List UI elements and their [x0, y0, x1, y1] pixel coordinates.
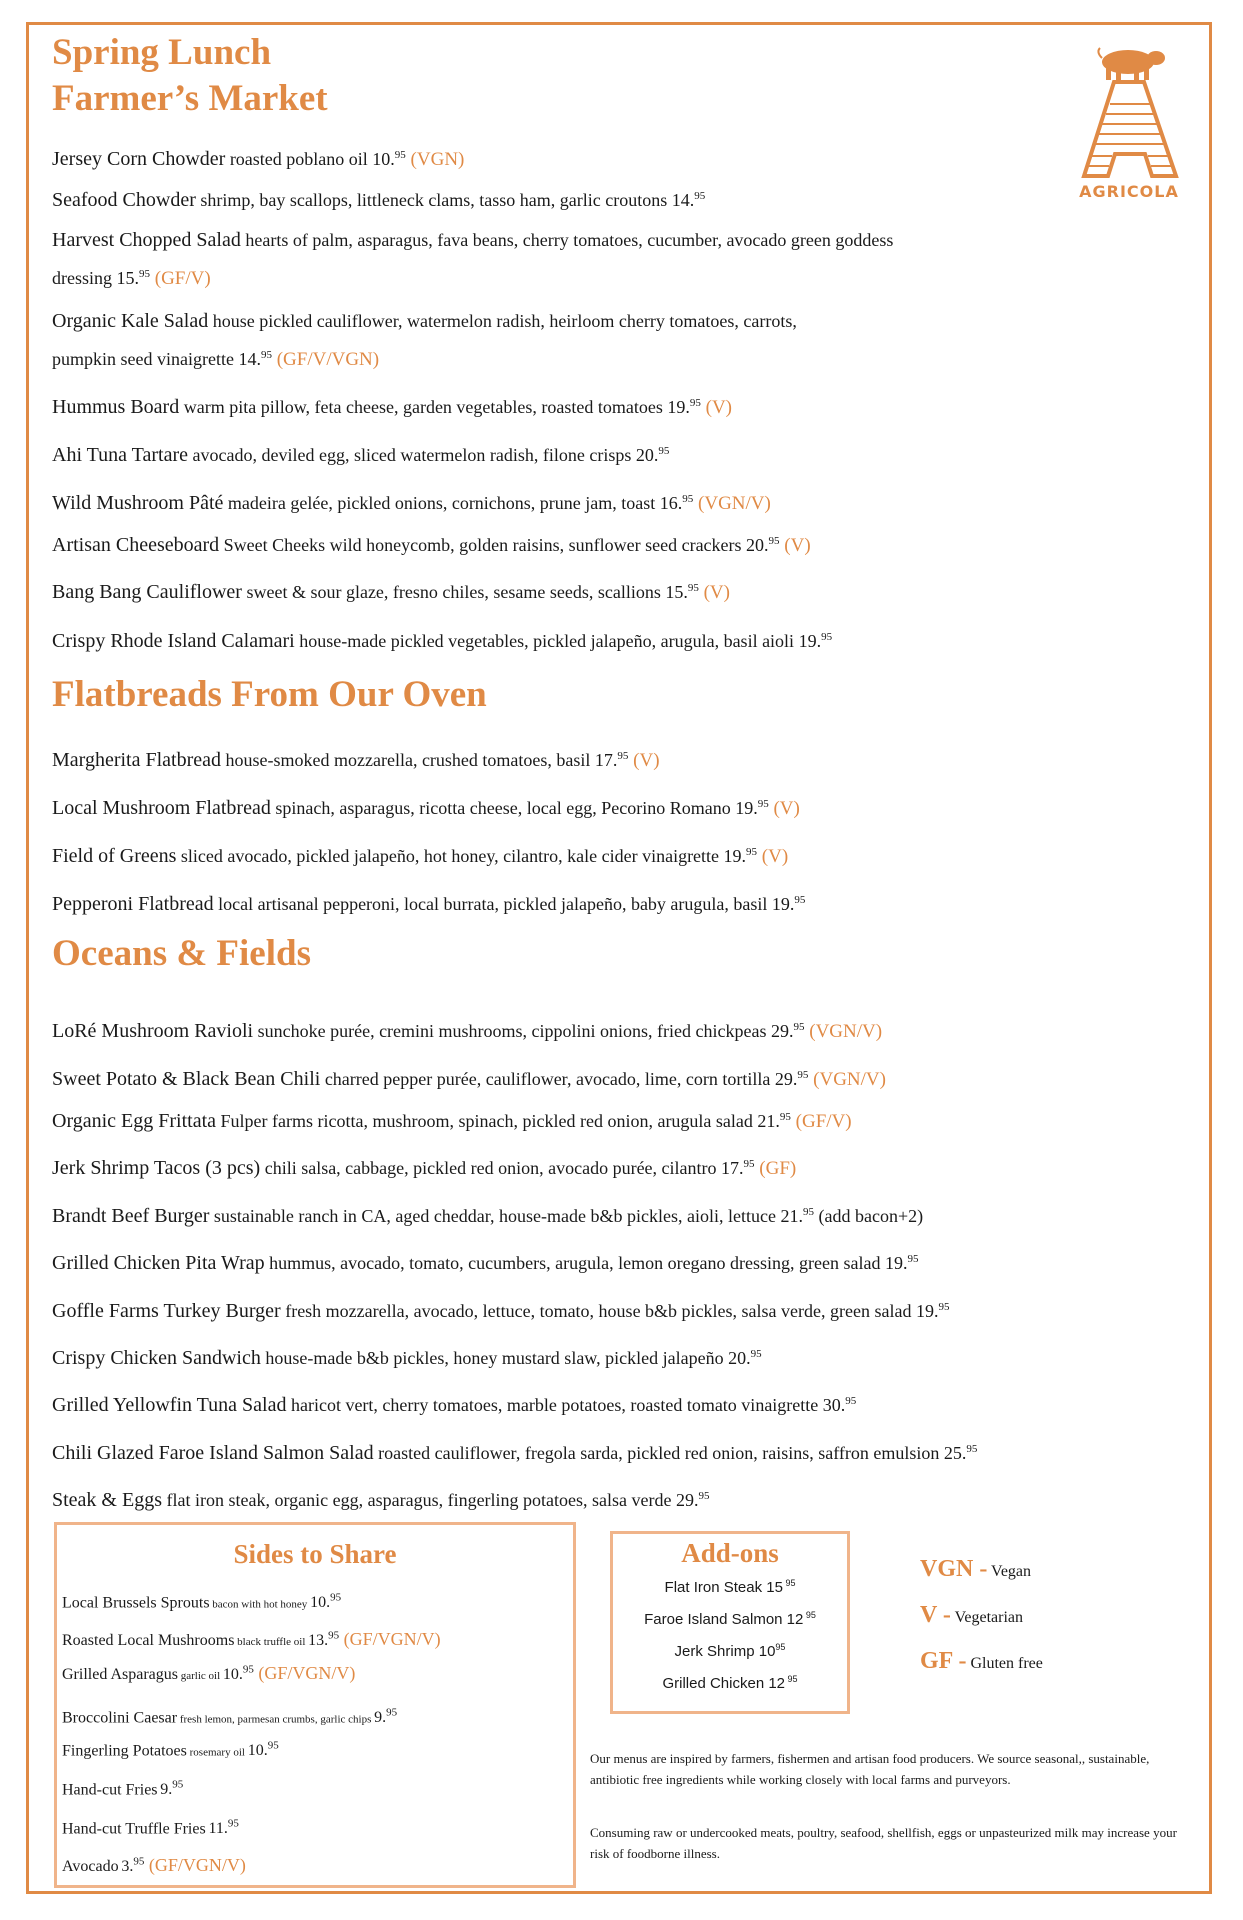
addon-cents: 95 — [775, 1642, 786, 1652]
legend-item — [920, 1602, 1023, 1629]
oceans-item — [52, 1252, 919, 1275]
price-cents: 95 — [394, 149, 406, 161]
side-name: Broccolini Caesar — [62, 1709, 178, 1727]
item-name: Harvest Chopped Salad — [52, 229, 241, 251]
legend-key: V - — [920, 1602, 951, 1628]
item-name: Artisan Cheeseboard — [52, 534, 220, 556]
item-description: haricot vert, cherry tomatoes, marble potatoes, roasted tomato vinaigrette — [286, 1395, 823, 1415]
item-description: sliced avocado, pickled jalapeño, hot honey, cilantro, kale cider vinaigrette — [176, 846, 724, 866]
item-name: Wild Mushroom Pâté — [52, 492, 224, 514]
sides-title: Sides to Share — [233, 1539, 397, 1569]
legend-key: VGN - — [920, 1556, 988, 1582]
side-item — [62, 1592, 341, 1612]
price-cents: 95 — [682, 493, 694, 505]
item-name: Goffle Farms Turkey Burger — [52, 1300, 281, 1322]
allergy-warning: Consuming raw or undercooked meats, poultry, seafood, shellfish, eggs or unpasteurized milk may increase your risk of foodborne illness. — [590, 1825, 1177, 1861]
side-price: 3.95 — [121, 1855, 145, 1875]
side-name: Local Brussels Sprouts — [62, 1594, 210, 1612]
item-name: Sweet Potato & Black Bean Chili — [52, 1068, 321, 1090]
diet-tag: (VGN/V) — [693, 493, 771, 514]
price-cents: 95 — [821, 631, 833, 643]
addon-item — [610, 1610, 850, 1628]
addon-label: Jerk Shrimp 10 — [674, 1643, 776, 1660]
side-item — [62, 1818, 239, 1838]
flatbread-item — [52, 797, 800, 820]
oceans-item — [52, 1394, 856, 1417]
side-item — [62, 1629, 441, 1650]
item-description: flat iron steak, organic egg, asparagus, fingerling potatoes, salsa verde — [162, 1490, 677, 1510]
item-price: 19.95 — [735, 798, 769, 818]
diet-tag: (GF/V) — [150, 268, 211, 289]
item-description: roasted poblano oil — [225, 149, 373, 169]
item-price: 29.95 — [771, 1021, 805, 1041]
price-cents: 95 — [966, 1443, 978, 1455]
diet-tag: (V) — [698, 582, 730, 603]
item-description: spinach, asparagus, ricotta cheese, local egg, Pecorino Romano — [270, 798, 736, 818]
item-price: 10.95 — [372, 149, 406, 169]
item-description: hearts of palm, asparagus, fava beans, cherry tomatoes, cucumber, avocado green goddess — [240, 230, 894, 250]
item-description: house pickled cauliflower, watermelon radish, heirloom cherry tomatoes, carrots, — [208, 311, 797, 331]
oceans-item — [52, 1489, 710, 1512]
diet-tag: (VGN) — [405, 149, 465, 170]
side-name: Hand-cut Fries — [62, 1781, 158, 1799]
item-description: pumpkin seed vinaigrette — [52, 349, 239, 369]
item-price: 29.95 — [774, 1069, 809, 1089]
price-cents: 95 — [793, 1021, 805, 1033]
item-price: 21.95 — [757, 1111, 791, 1131]
pig-a-logo-icon — [1072, 44, 1186, 204]
item-price: 25.95 — [943, 1443, 978, 1463]
addon-cents: 95 — [782, 1578, 796, 1588]
item-price: 19.95 — [771, 894, 806, 914]
item-name: Grilled Yellowfin Tuna Salad — [52, 1394, 287, 1416]
side-description: bacon with hot honey — [209, 1598, 311, 1611]
item-price: 17.95 — [594, 750, 629, 770]
addon-label: Grilled Chicken 12 — [662, 1675, 786, 1692]
side-price: 9.95 — [374, 1707, 398, 1727]
side-item — [62, 1740, 279, 1760]
market-item — [52, 268, 211, 290]
addon-item — [610, 1674, 850, 1692]
price-cents: 95 — [139, 268, 150, 280]
item-price: 15.95 — [665, 582, 699, 602]
market-item — [52, 492, 771, 515]
item-description: sweet & sour glaze, fresno chiles, sesame seeds, scallions — [241, 582, 666, 602]
item-description: house-made pickled vegetables, pickled jalapeño, arugula, basil aioli — [294, 631, 799, 651]
item-price: 17.95 — [721, 1158, 755, 1178]
item-description: sunchoke purée, cremini mushrooms, cippolini onions, fried chickpeas — [253, 1021, 771, 1041]
diet-tag: (GF/V) — [790, 1111, 852, 1132]
price-cents: 95 — [743, 1158, 755, 1170]
price-cents: 95 — [750, 1348, 762, 1360]
item-description: Fulper farms ricotta, mushroom, spinach, pickled red onion, arugula salad — [216, 1111, 758, 1131]
item-name: Grilled Chicken Pita Wrap — [52, 1252, 265, 1274]
item-price: 21.95 — [780, 1206, 814, 1226]
diet-tag: (V) — [768, 798, 800, 819]
price-cents: 95 — [689, 397, 701, 409]
diet-tag: (GF) — [754, 1158, 797, 1179]
side-price: 10.95 — [247, 1740, 279, 1760]
addon-cents: 95 — [785, 1674, 798, 1684]
diet-tag: (VGN/V) — [808, 1069, 886, 1090]
oceans-item — [52, 1442, 977, 1465]
side-name: Avocado — [62, 1858, 119, 1875]
legend-value: Vegan — [987, 1563, 1032, 1580]
item-name: Seafood Chowder — [52, 189, 196, 211]
item-price: 29.95 — [676, 1490, 710, 1510]
item-name: Jersey Corn Chowder — [52, 148, 226, 170]
price-cents: 95 — [746, 846, 758, 858]
price-cents: 95 — [797, 1069, 809, 1081]
item-price: 20.95 — [728, 1348, 762, 1368]
item-description: avocado, deviled egg, sliced watermelon radish, filone crisps — [188, 445, 636, 465]
side-price: 10.95 — [310, 1592, 342, 1612]
diet-tag: (GF/VGN/V) — [339, 1629, 441, 1649]
item-name: Hummus Board — [52, 396, 180, 418]
market-item — [52, 444, 669, 467]
oceans-item — [52, 1110, 852, 1133]
price-cents: 95 — [172, 1779, 184, 1791]
legend-item — [920, 1556, 1031, 1583]
item-price: 19.95 — [667, 397, 701, 417]
item-price: 16.95 — [659, 493, 694, 513]
item-description: madeira gelée, pickled onions, cornichons, prune jam, toast — [223, 493, 660, 513]
market-item — [52, 534, 811, 557]
price-cents: 95 — [328, 1629, 340, 1642]
item-description: chili salsa, cabbage, pickled red onion, avocado purée, cilantro — [260, 1158, 722, 1178]
item-description: charred pepper purée, cauliflower, avocado, lime, corn tortilla — [320, 1069, 775, 1089]
diet-tag: (GF/VGN/V) — [253, 1663, 356, 1683]
logo-wordmark: AGRICOLA — [1079, 182, 1179, 201]
item-description: dressing — [52, 268, 117, 288]
item-name: Crispy Rhode Island Calamari — [52, 630, 295, 652]
side-name: Fingerling Potatoes — [62, 1742, 187, 1760]
item-description: fresh mozzarella, avocado, lettuce, tomato, house b&b pickles, salsa verde, green salad — [280, 1301, 916, 1321]
addon-item — [610, 1578, 850, 1596]
item-name: Margherita Flatbread — [52, 749, 222, 771]
side-price: 9.95 — [160, 1779, 184, 1799]
item-name: Pepperoni Flatbread — [52, 893, 214, 915]
oceans-item — [52, 1300, 949, 1323]
item-price: 15.95 — [116, 268, 150, 288]
price-cents: 95 — [242, 1663, 254, 1676]
side-item — [62, 1663, 355, 1684]
oceans-item — [52, 1205, 923, 1228]
price-cents: 95 — [658, 445, 670, 457]
addon-label: Faroe Island Salmon 12 — [644, 1611, 804, 1628]
price-cents: 95 — [907, 1253, 919, 1265]
item-price: 19.95 — [723, 846, 758, 866]
market-item — [52, 148, 464, 171]
oceans-heading: Oceans & Fields — [52, 933, 311, 974]
price-cents: 95 — [260, 349, 272, 361]
diet-tag: (V) — [779, 535, 811, 556]
item-name: Brandt Beef Burger — [52, 1205, 210, 1227]
item-price: 30.95 — [822, 1395, 857, 1415]
price-cents: 95 — [617, 750, 629, 762]
oceans-item — [52, 1157, 796, 1180]
oceans-item — [52, 1347, 762, 1370]
side-price: 13.95 — [308, 1629, 340, 1649]
legend-key: GF - — [920, 1648, 967, 1674]
oceans-item — [52, 1068, 886, 1091]
legend-value: Vegetarian — [950, 1609, 1024, 1626]
market-item — [52, 396, 732, 419]
price-cents: 95 — [330, 1592, 342, 1604]
item-name: Organic Egg Frittata — [52, 1110, 217, 1132]
item-description: roasted cauliflower, fregola sarda, pickled red onion, raisins, saffron emulsion — [373, 1443, 944, 1463]
flatbread-item — [52, 893, 805, 916]
item-description: hummus, avocado, tomato, cucumbers, arugula, lemon oregano dressing, green salad — [264, 1253, 885, 1273]
side-item — [62, 1855, 246, 1876]
item-name: LoRé Mushroom Ravioli — [52, 1020, 254, 1042]
side-name: Grilled Asparagus — [62, 1666, 178, 1683]
market-item — [52, 630, 832, 653]
item-description: shrimp, bay scallops, littleneck clams, tasso ham, garlic croutons — [195, 190, 672, 210]
item-description: house-smoked mozzarella, crushed tomatoes, basil — [221, 750, 595, 770]
side-item — [62, 1779, 183, 1799]
market-item — [52, 310, 797, 333]
item-description: sustainable ranch in CA, aged cheddar, house-made b&b pickles, aioli, lettuce — [209, 1206, 781, 1226]
diet-tag: (VGN/V) — [804, 1021, 883, 1042]
side-name: Hand-cut Truffle Fries — [62, 1820, 206, 1838]
market-item — [52, 349, 379, 371]
price-cents: 95 — [757, 798, 769, 810]
diet-tag: (GF/V/VGN) — [271, 349, 380, 370]
side-name: Roasted Local Mushrooms — [62, 1632, 235, 1649]
price-cents: 95 — [779, 1111, 791, 1123]
item-name: Bang Bang Cauliflower — [52, 581, 242, 603]
item-description: Sweet Cheeks wild honeycomb, golden raisins, sunflower seed crackers — [219, 535, 747, 555]
side-item — [62, 1707, 397, 1727]
side-description: fresh lemon, parmesan crumbs, garlic chips — [177, 1713, 375, 1726]
item-price: 14.95 — [238, 349, 272, 369]
item-name: Ahi Tuna Tartare — [52, 444, 188, 466]
flatbread-item — [52, 749, 660, 772]
item-name: Organic Kale Salad — [52, 310, 209, 332]
market-item — [52, 581, 730, 604]
price-cents: 95 — [133, 1855, 145, 1868]
side-description: black truffle oil — [234, 1636, 309, 1648]
price-cents: 95 — [768, 535, 780, 547]
item-price: 20.95 — [635, 445, 670, 465]
item-price: 19.95 — [798, 631, 833, 651]
item-description: warm pita pillow, feta cheese, garden vegetables, roasted tomatoes — [179, 397, 668, 417]
market-item — [52, 189, 705, 212]
diet-tag: (V) — [628, 750, 660, 771]
side-price: 11.95 — [208, 1818, 239, 1838]
item-name: Steak & Eggs — [52, 1489, 162, 1511]
item-price: 14.95 — [671, 190, 706, 210]
side-description: garlic oil — [177, 1670, 223, 1682]
price-cents: 95 — [938, 1301, 950, 1313]
item-description: house-made b&b pickles, honey mustard slaw, pickled jalapeño — [260, 1348, 729, 1368]
legend-value: Gluten free — [966, 1655, 1043, 1672]
addon-label: Flat Iron Steak 15 — [664, 1579, 783, 1596]
agricola-logo — [1072, 44, 1186, 204]
price-cents: 95 — [794, 894, 806, 906]
item-name: Field of Greens — [52, 845, 177, 867]
price-cents: 95 — [687, 582, 699, 594]
addon-cents: 95 — [803, 1610, 816, 1620]
price-cents: 95 — [845, 1395, 857, 1407]
diet-tag: (V) — [700, 397, 733, 418]
sourcing-note: Our menus are inspired by farmers, fishermen and artisan food producers. We source seasonal,, sustainable, antibiotic free ingredients while working closely with local farms and purveyors. — [590, 1751, 1150, 1787]
item-name: Crispy Chicken Sandwich — [52, 1347, 261, 1369]
item-extra: (add bacon+2) — [813, 1206, 924, 1226]
item-name: Local Mushroom Flatbread — [52, 797, 271, 819]
legend-item — [920, 1648, 1043, 1675]
addon-item — [610, 1642, 850, 1660]
price-cents: 95 — [227, 1818, 239, 1830]
price-cents: 95 — [802, 1206, 814, 1218]
flatbread-item — [52, 845, 788, 868]
side-price: 10.95 — [222, 1663, 254, 1683]
addons-title: Add-ons — [681, 1538, 779, 1568]
price-cents: 95 — [694, 190, 706, 202]
item-price: 19.95 — [915, 1301, 950, 1321]
item-price: 20.95 — [746, 535, 780, 555]
item-price: 19.95 — [885, 1253, 919, 1273]
diet-tag: (GF/VGN/V) — [144, 1855, 246, 1875]
price-cents: 95 — [698, 1490, 710, 1502]
item-description: local artisanal pepperoni, local burrata, pickled jalapeño, baby arugula, basil — [213, 894, 772, 914]
price-cents: 95 — [386, 1707, 398, 1719]
menu-title: Spring Lunch Farmer’s Market — [52, 32, 328, 119]
item-name: Jerk Shrimp Tacos (3 pcs) — [52, 1157, 261, 1179]
side-description: rosemary oil — [186, 1746, 248, 1759]
oceans-item — [52, 1020, 882, 1043]
price-cents: 95 — [267, 1740, 279, 1752]
item-name: Chili Glazed Faroe Island Salmon Salad — [52, 1442, 374, 1464]
diet-tag: (V) — [757, 846, 789, 867]
market-item — [52, 229, 893, 252]
flatbread-heading: Flatbreads From Our Oven — [52, 674, 487, 715]
